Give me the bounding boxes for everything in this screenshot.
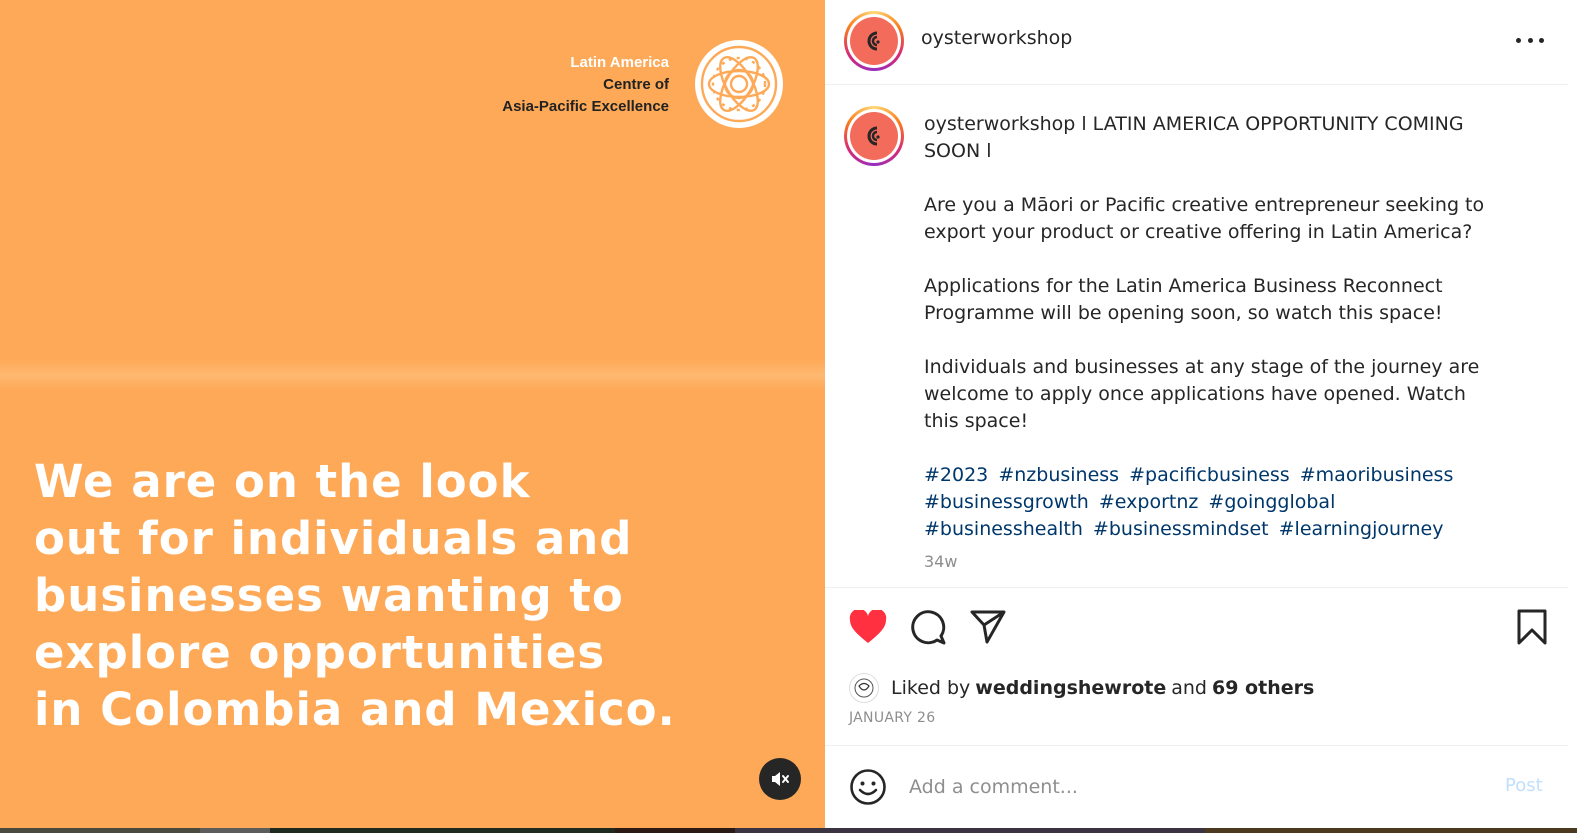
caption-paragraph: Individuals and businesses at any stage of the journey are welcome to apply once applications have opened. Watch this space! [924,356,1480,432]
partner-logo-icon [693,38,785,130]
liked-by-user[interactable]: weddingshewrote [975,677,1167,699]
save-button[interactable] [1512,607,1552,647]
paper-plane-icon [970,610,1006,644]
bookmark-icon [1517,609,1547,645]
more-options-button[interactable] [1516,30,1544,50]
comment-button[interactable] [908,607,948,647]
hashtag-link[interactable]: #businesshealth [924,518,1083,540]
more-horizontal-icon [1516,38,1521,43]
caption-paragraph: Are you a Māori or Pacific creative entrepreneur seeking to export your product or creative offering in Latin America? [924,194,1485,243]
headline-line: explore opportunities [34,626,606,679]
hashtag-link[interactable]: #nzbusiness [998,464,1120,486]
caption-time-ago[interactable]: 34w [924,552,958,571]
caption-author-avatar[interactable] [844,106,904,166]
scrollbar-track [1568,0,1577,828]
liked-by-and: and [1171,677,1207,699]
comment-bubble-icon [910,609,946,645]
post-details-panel [825,0,1568,828]
post-caption [924,111,1504,570]
brand-logo-icon [862,124,886,148]
hashtag-link[interactable]: #pacificbusiness [1129,464,1290,486]
caption-title-text: l LATIN AMERICA OPPORTUNITY COMING SOON l [924,113,1464,162]
heart-filled-icon [849,610,887,644]
headline-line: out for individuals and [34,512,633,565]
hashtag-link[interactable]: #goingglobal [1208,491,1336,513]
media-headline [34,453,814,738]
mute-button[interactable] [759,758,801,800]
post-date[interactable]: JANUARY 26 [849,710,936,726]
caption-title [924,111,1504,165]
hashtag-list [924,462,1504,543]
logo-line-2: Centre of [603,76,669,93]
liker-avatar[interactable] [849,673,879,703]
hashtag-link[interactable]: #learningjourney [1278,518,1444,540]
liked-by-prefix: Liked by [891,677,971,699]
author-avatar[interactable] [844,11,904,71]
emoji-icon[interactable] [849,768,887,806]
header-username[interactable]: oysterworkshop [921,27,1073,49]
liker-logo-icon [853,677,875,699]
partner-logo-text [502,52,669,118]
share-button[interactable] [968,607,1008,647]
caption-paragraph: Applications for the Latin America Business Reconnect Programme will be opening soon, so watch this space! [924,275,1443,324]
logo-line-3: Asia-Pacific Excellence [502,98,669,115]
caption-username[interactable]: oysterworkshop [924,113,1076,135]
bottom-thumbnail-strip [0,828,1577,833]
comment-input[interactable] [909,772,1469,802]
speaker-muted-icon [770,769,790,789]
post-actions [825,587,1568,745]
like-button[interactable] [848,607,888,647]
headline-line: businesses wanting to [34,569,624,622]
brand-logo-icon [862,29,886,53]
media-decor-band [0,360,825,390]
logo-line-1: Latin America [570,54,669,71]
liked-by-others[interactable]: 69 others [1212,677,1315,699]
headline-line: in Colombia and Mexico. [34,683,676,736]
hashtag-link[interactable]: #businessgrowth [924,491,1089,513]
hashtag-link[interactable]: #maoribusiness [1299,464,1454,486]
liked-by-summary [849,673,1319,703]
hashtag-link[interactable]: #exportnz [1098,491,1199,513]
hashtag-link[interactable]: #businessmindset [1092,518,1269,540]
comment-bar [825,745,1568,828]
headline-line: We are on the look [34,455,531,508]
hashtag-link[interactable]: #2023 [924,464,989,486]
post-comment-button[interactable]: Post [1505,775,1543,796]
post-header [825,0,1568,85]
